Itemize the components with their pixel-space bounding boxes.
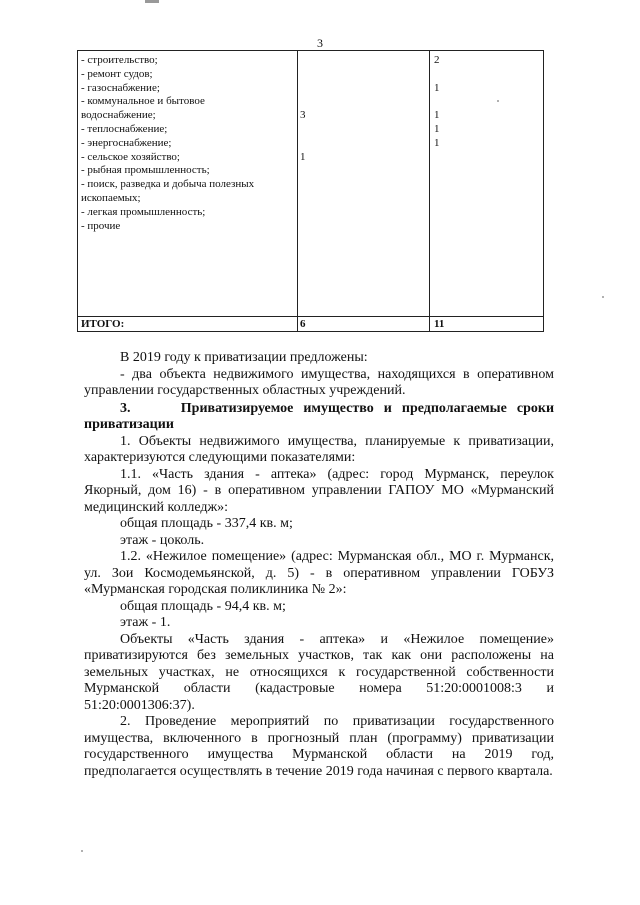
count-cell [434, 206, 440, 220]
count-cell [300, 82, 306, 96]
count-cell [300, 68, 306, 82]
privatization-table [77, 50, 544, 332]
total-label: ИТОГО: [81, 318, 125, 330]
document-body [84, 350, 554, 780]
count-cell [434, 68, 440, 82]
category-item: - легкая промышленность; [81, 205, 206, 218]
count-cell [300, 54, 306, 68]
count-cell [300, 206, 306, 220]
paragraph: - два объекта недвижимого имущества, находящихся в оперативном управлении государственных областных учреждений. [84, 366, 554, 398]
count-cell [300, 164, 306, 178]
category-item: - теплоснабжение; [81, 122, 168, 135]
paragraph: Объекты «Часть здания - аптека» и «Нежилое помещение» приватизируются без земельных участков, так как они расположены на земельных участках, не относящихся к государственной собственности Мурманской области (кадастровые номера 51:20:0001008:3 и 51:20:0001306:37). [84, 631, 554, 713]
category-item: - поиск, разведка и добыча полезных [81, 178, 255, 191]
page-number: 3 [317, 36, 323, 50]
count-cell [434, 220, 440, 234]
paragraph: 1.1. «Часть здания - аптека» (адрес: город Мурманск, переулок Якорный, дом 16) - в оперативном управлении ГАПОУ МО «Мурманский медицинский колледж»: [84, 466, 554, 515]
count-cell [300, 192, 306, 206]
paragraph: В 2019 году к приватизации предложены: [120, 350, 368, 365]
category-item: - строительство; [81, 54, 158, 66]
category-item: - коммунальное и бытовое [81, 95, 205, 108]
category-item: - газоснабжение; [81, 81, 160, 94]
count-cell: 1 [434, 136, 440, 149]
count-cell [434, 95, 440, 109]
paragraph: этаж - цоколь. [120, 532, 205, 548]
paragraph: 1.2. «Нежилое помещение» (адрес: Мурманская обл., МО г. Мурманск, ул. Зои Космодемьянской, д. 5) - в оперативном управлении ГОБУЗ «Мурманская городская поликлиника № 2»: [84, 549, 554, 597]
count-cell: 1 [300, 150, 306, 163]
count-cell [434, 164, 440, 178]
paragraph: 2. Проведение мероприятий по приватизации государственного имущества, включенного в прогнозный план (программу) приватизации государственного имущества Мурманской области на 2019 год, предполагается осуществлять в течение 2019 года начиная с первого квартала. [84, 714, 554, 779]
section-title: Приватизируемое имущество и предполагаемые сроки [180, 400, 555, 416]
count-cell [434, 178, 440, 192]
count-cell [434, 192, 440, 206]
count-cell: 3 [300, 109, 306, 122]
table-divider [429, 51, 430, 331]
paragraph: этаж - 1. [120, 615, 171, 630]
count-column-2019 [434, 54, 440, 233]
total-value-2019: 11 [434, 318, 445, 330]
count-cell: 2 [434, 54, 440, 66]
category-item: водоснабжение; [81, 109, 156, 122]
section-heading [84, 401, 554, 434]
scan-speck [497, 100, 499, 102]
scan-mark [145, 0, 159, 3]
table-divider [297, 51, 298, 331]
scan-speck [602, 296, 604, 298]
category-item: ископаемых; [81, 191, 141, 204]
scan-speck [81, 850, 83, 852]
count-cell: 1 [434, 109, 440, 122]
count-cell: 1 [434, 81, 440, 94]
section-number: 3. [120, 400, 131, 416]
count-cell [300, 178, 306, 192]
count-cell: 1 [434, 122, 440, 135]
count-cell [300, 137, 306, 151]
category-item: - прочие [81, 219, 121, 232]
category-item: - энергоснабжение; [81, 136, 172, 149]
count-cell [434, 151, 440, 165]
category-item: - рыбная промышленность; [81, 164, 210, 177]
category-item: - сельское хозяйство; [81, 150, 180, 163]
total-row [78, 316, 543, 332]
category-item: - ремонт судов; [81, 67, 153, 80]
paragraph: общая площадь - 337,4 кв. м; [120, 516, 293, 531]
category-column [81, 54, 291, 233]
count-cell [300, 123, 306, 137]
paragraph: 1. Объекты недвижимого имущества, планируемые к приватизации, характеризуются следующими показателями: [84, 433, 554, 465]
count-cell [300, 220, 306, 234]
paragraph: общая площадь - 94,4 кв. м; [120, 598, 286, 614]
count-cell [300, 95, 306, 109]
section-title-cont: приватизации [84, 417, 174, 432]
count-column-2018 [300, 54, 306, 233]
total-value-2018: 6 [300, 318, 306, 330]
